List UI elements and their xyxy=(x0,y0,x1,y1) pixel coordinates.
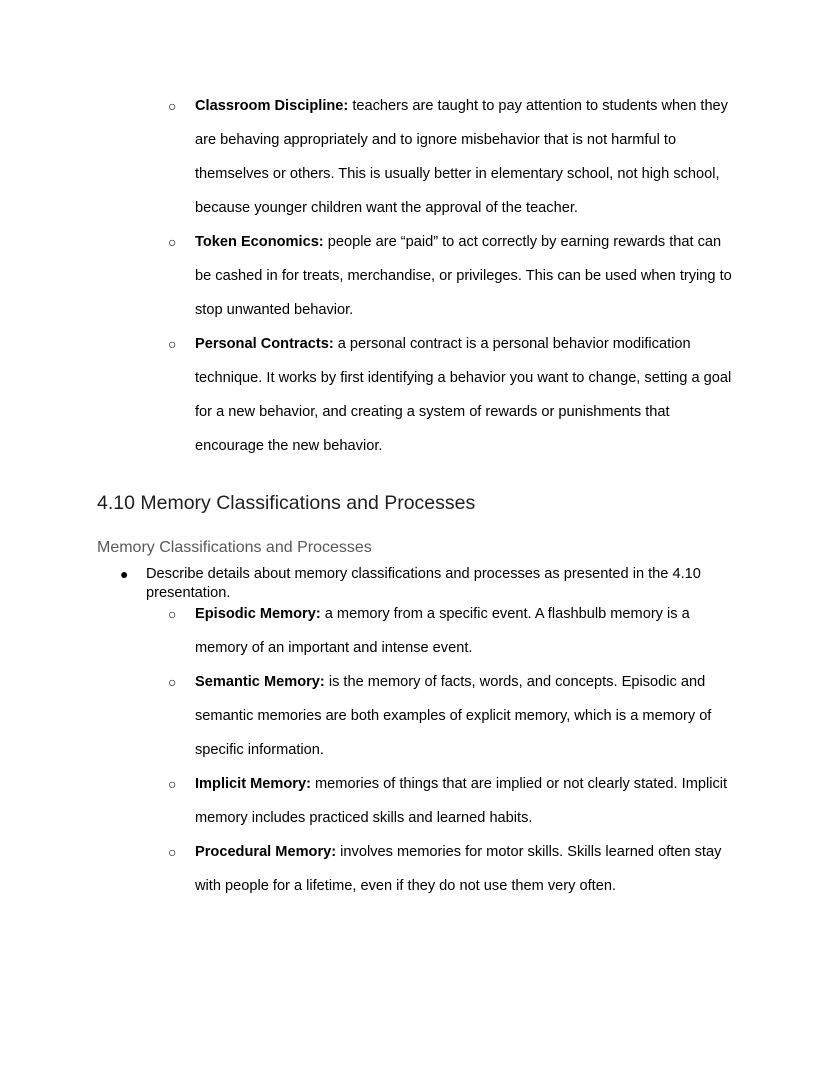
term-label: Personal Contracts: xyxy=(195,336,334,352)
hollow-bullet-icon: ○ xyxy=(168,606,177,622)
hollow-bullet-icon: ○ xyxy=(168,234,177,250)
term-description: memories of things that are implied or not clearly stated. Implicit memory includes practiced skills and learned habits. xyxy=(195,776,728,826)
hollow-bullet-icon: ○ xyxy=(168,98,177,114)
memory-types-list xyxy=(0,597,828,903)
term-label: Semantic Memory: xyxy=(195,674,325,690)
behavior-techniques-list xyxy=(0,89,828,463)
filled-bullet-icon: ● xyxy=(120,566,129,582)
section-subheading: Memory Classifications and Processes xyxy=(97,539,372,556)
term-description: people are “paid” to act correctly by earning rewards that can be cashed in for treats, merchandise, or privileges. This can be used when trying to stop unwanted behavior. xyxy=(195,234,732,318)
section-heading: 4.10 Memory Classifications and Processes xyxy=(97,492,476,514)
hollow-bullet-icon: ○ xyxy=(168,674,177,690)
term-label: Procedural Memory: xyxy=(195,844,337,860)
term-label: Episodic Memory: xyxy=(195,606,321,622)
list-item-implicit-memory xyxy=(0,767,828,835)
term-label: Classroom Discipline: xyxy=(195,98,349,114)
list-item-personal-contracts xyxy=(0,327,828,463)
term-description: is the memory of facts, words, and concepts. Episodic and semantic memories are both examples of explicit memory, which is a memory of specific information. xyxy=(195,674,712,758)
hollow-bullet-icon: ○ xyxy=(168,844,177,860)
list-item-token-economics xyxy=(0,225,828,327)
list-item-semantic-memory xyxy=(0,665,828,767)
term-description: involves memories for motor skills. Skills learned often stay with people for a lifetime, even if they do not use them very often. xyxy=(195,844,722,894)
hollow-bullet-icon: ○ xyxy=(168,336,177,352)
term-description: teachers are taught to pay attention to students when they are behaving appropriately and to ignore misbehavior that is not harmful to themselves or others. This is usually better in elementary school, not high school, because younger children want the approval of the teacher. xyxy=(195,98,728,216)
term-label: Implicit Memory: xyxy=(195,776,311,792)
hollow-bullet-icon: ○ xyxy=(168,776,177,792)
list-item-procedural-memory xyxy=(0,835,828,903)
main-bullet-text: Describe details about memory classifications and processes as presented in the 4.10 presentation. xyxy=(146,566,701,601)
list-item-episodic-memory xyxy=(0,597,828,665)
term-label: Token Economics: xyxy=(195,234,324,250)
term-description: a memory from a specific event. A flashbulb memory is a memory of an important and intense event. xyxy=(195,606,690,656)
list-item-classroom-discipline xyxy=(0,89,828,225)
term-description: a personal contract is a personal behavior modification technique. It works by first identifying a behavior you want to change, setting a goal for a new behavior, and creating a system of rewards or punishments that encourage the new behavior. xyxy=(195,336,732,454)
